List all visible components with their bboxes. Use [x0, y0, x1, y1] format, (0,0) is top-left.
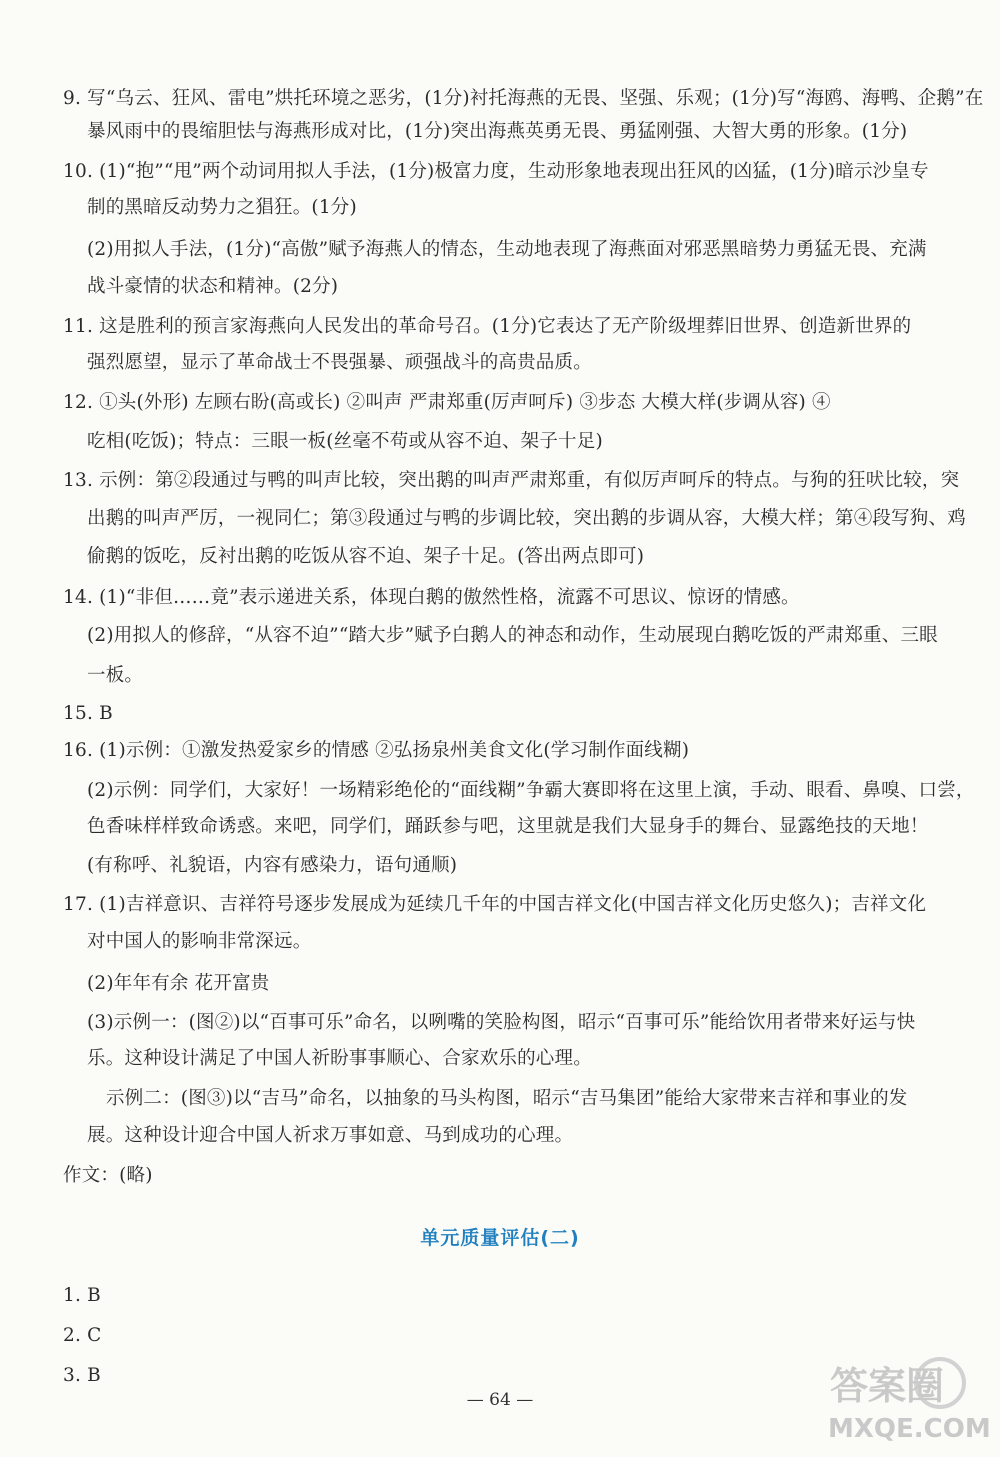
- answer-line: (2)示例：同学们，大家好！一场精彩绝伦的“面线糊”争霸大赛即将在这里上演，手动、眼看、鼻嗅、口尝，: [87, 780, 975, 801]
- answer-line: (有称呼、礼貌语，内容有感染力，语句通顺): [87, 855, 458, 876]
- answer-line: 15. B: [63, 703, 113, 724]
- answer-line: 17. (1)吉祥意识、吉祥符号逐步发展成为延续几千年的中国吉祥文化(中国吉祥文化历史悠久)；吉祥文化: [63, 894, 927, 915]
- answer-line: 12. ①头(外形) 左顾右盼(高或长) ②叫声 严肃郑重(厉声呵斥) ③步态 大模大样(步调从容) ④: [63, 392, 831, 413]
- answer-line: 10. (1)“抱”“甩”两个动词用拟人手法，(1分)极富力度，生动形象地表现出狂风的凶猛，(1分)暗示沙皇专: [63, 161, 929, 182]
- watermark-title: 答案圈: [830, 1364, 945, 1408]
- page-number: — 64 —: [466, 1390, 534, 1410]
- answer-line: 13. 示例：第②段通过与鸭的叫声比较，突出鹅的叫声严肃郑重，有似厉声呵斥的特点。与狗的狂吠比较，突: [63, 470, 960, 491]
- answer-line: 强烈愿望，显示了革命战士不畏强暴、顽强战斗的高贵品质。: [87, 352, 592, 373]
- answer-line: 9. 写“乌云、狂风、雷电”烘托环境之恶劣，(1分)衬托海燕的无畏、坚强、乐观；(1分)写“海鸥、海鸭、企鹅”在: [63, 88, 984, 109]
- answer-line: 偷鹅的饭吃，反衬出鹅的吃饭从容不迫、架子十足。(答出两点即可): [87, 546, 645, 567]
- answer-line: 吃相(吃饭)；特点：三眼一板(丝毫不苟或从容不迫、架子十足): [87, 431, 603, 452]
- watermark-domain: MXQE.COM: [828, 1414, 991, 1444]
- answer-line: 16. (1)示例：①激发热爱家乡的情感 ②弘扬泉州美食文化(学习制作面线糊): [63, 740, 690, 761]
- answer-line: 战斗豪情的状态和精神。(2分): [87, 276, 339, 297]
- answer-line: (2)用拟人的修辞，“从容不迫”“踏大步”赋予白鹅人的神态和动作，生动展现白鹅吃饭的严肃郑重、三眼: [87, 625, 938, 646]
- answer-line: 乐。这种设计满足了中国人祈盼事事顺心、合家欢乐的心理。: [87, 1048, 592, 1069]
- answer-line: 作文：(略): [63, 1165, 153, 1186]
- answer-line: 制的黑暗反动势力之猖狂。(1分): [87, 197, 357, 218]
- answer-line: 对中国人的影响非常深远。: [87, 931, 312, 952]
- answer-line: 暴风雨中的畏缩胆怯与海燕形成对比，(1分)突出海燕英勇无畏、勇猛刚强、大智大勇的形象。(1分): [87, 121, 908, 142]
- answer-item: 1. B: [63, 1285, 101, 1306]
- answer-line: (2)用拟人手法，(1分)“高傲”赋予海燕人的情态，生动地表现了海燕面对邪恶黑暗势力勇猛无畏、充满: [87, 239, 927, 260]
- answer-item: 2. C: [63, 1325, 102, 1346]
- section-title: 单元质量评估(二): [420, 1227, 580, 1249]
- answer-line: 色香味样样致命诱惑。来吧，同学们，踊跃参与吧，这里就是我们大显身手的舞台、显露绝技的天地！: [87, 816, 929, 837]
- answer-line: 一板。: [87, 665, 144, 686]
- answer-line: 11. 这是胜利的预言家海燕向人民发出的革命号召。(1分)它表达了无产阶级埋葬旧世界、创造新世界的: [63, 316, 912, 337]
- answer-item: 3. B: [63, 1365, 101, 1386]
- answer-line: 出鹅的叫声严厉，一视同仁；第③段通过与鸭的步调比较，突出鹅的步调从容，大模大样；第④段写狗、鸡: [87, 508, 966, 529]
- answer-line: 展。这种设计迎合中国人祈求万事如意、马到成功的心理。: [87, 1125, 574, 1146]
- answer-line: 14. (1)“非但……竟”表示递进关系，体现白鹅的傲然性格，流露不可思议、惊讶的情感。: [63, 587, 800, 608]
- watermark-logo: [822, 1353, 991, 1445]
- answer-line: (2)年年有余 花开富贵: [87, 973, 270, 994]
- answer-line: (3)示例一：(图②)以“百事可乐”命名，以咧嘴的笑脸构图，昭示“百事可乐”能给饮用者带来好运与快: [87, 1012, 916, 1033]
- answer-line: 示例二：(图③)以“吉马”命名，以抽象的马头构图，昭示“吉马集团”能给大家带来吉祥和事业的发: [106, 1088, 908, 1109]
